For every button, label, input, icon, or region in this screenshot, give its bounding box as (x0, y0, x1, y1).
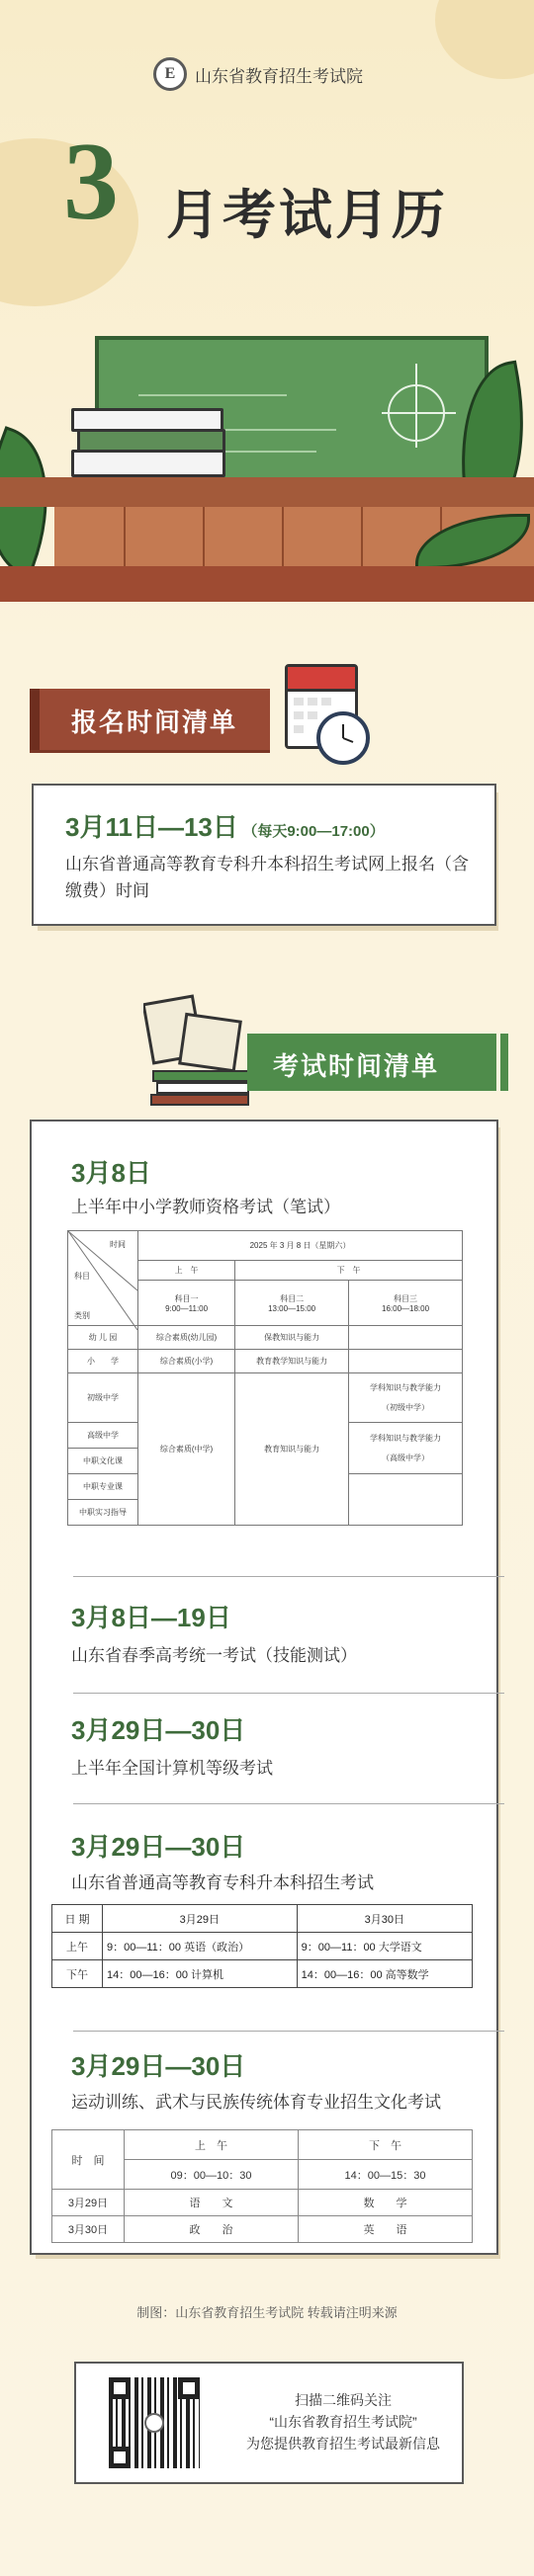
qr-caption (234, 2389, 452, 2454)
exam-schedule-card (30, 1120, 498, 2255)
corner-time: 时间 (110, 1240, 126, 1249)
exams-label-text: 考试时间清单 (273, 1051, 440, 1081)
books-stack-icon (143, 988, 252, 1107)
exam-date-cell: 2025 年 3 月 8 日（星期六） (138, 1231, 463, 1261)
exam-sports (71, 2046, 506, 2116)
qr-line3: 为您提供教育招生考试最新信息 (246, 2436, 440, 2451)
exam-name: 运动训练、武术与民族传统体育专业招生文化考试 (71, 2093, 441, 2112)
corner-category: 类别 (74, 1311, 90, 1320)
exam-upgrade (71, 1827, 506, 1896)
table-row: 中职文化课 (68, 1449, 463, 1474)
desk-top (0, 477, 534, 507)
sports-exam-table (51, 2129, 473, 2243)
subject1-header: 科目一 9:00—11:00 (138, 1281, 235, 1326)
header-day2: 3月30日 (297, 1905, 472, 1933)
subject3-header: 科目三 16:00—18:00 (349, 1281, 463, 1326)
teacher-exam-table (67, 1230, 463, 1526)
table-row: 初级中学 综合素质(中学) 教育知识与能力 学科知识与教学能力 （初级中学） (68, 1373, 463, 1423)
table-row: 小 学 综合素质(小学) 教育教学知识与能力 (68, 1350, 463, 1373)
registration-label (30, 689, 270, 750)
exam-date: 3月29日—30日 (71, 1832, 246, 1862)
afternoon-time: 14：00—15：30 (299, 2160, 473, 2190)
registration-hours: （每天9:00—17:00） (242, 823, 385, 840)
registration-date: 3月11日—13日 (65, 812, 238, 842)
morning-header: 上 午 (138, 1261, 235, 1281)
exam-name: 上半年全国计算机等级考试 (71, 1759, 273, 1778)
exam-spring (71, 1598, 506, 1669)
header (153, 57, 363, 91)
subject2-header: 科目二 13:00—15:00 (235, 1281, 349, 1326)
graph-icon (372, 354, 461, 453)
header-afternoon: 下 午 (299, 2130, 473, 2160)
exam-name: 上半年中小学教师资格考试（笔试） (71, 1198, 340, 1216)
clock-icon (316, 711, 370, 765)
table-row: 上午 9：00—11：00 英语（政治） 9：00—11：00 大学语文 (52, 1933, 473, 1960)
exam-computer (71, 1710, 506, 1782)
exam-date: 3月8日—19日 (71, 1603, 231, 1632)
header-date: 日 期 (52, 1905, 103, 1933)
month-number: 3 (63, 121, 119, 243)
table-row: 下午 14：00—16：00 计算机 14：00—16：00 高等数学 (52, 1960, 473, 1988)
header-morning: 上 午 (125, 2130, 299, 2160)
book-icon (71, 450, 225, 477)
qr-card (74, 2362, 464, 2484)
footer-credit: 制图：山东省教育招生考试院 转载请注明来源 (136, 2305, 398, 2320)
afternoon-header: 下 午 (235, 1261, 463, 1281)
header-time: 时 间 (52, 2130, 125, 2190)
header-day1: 3月29日 (103, 1905, 298, 1933)
table-row: 高级中学 学科知识与教学能力 （高级中学） (68, 1423, 463, 1449)
exam-date: 3月8日 (71, 1158, 151, 1188)
exam-name: 山东省普通高等教育专科升本科招生考试 (71, 1873, 374, 1892)
table-row: 中职实习指导 (68, 1500, 463, 1526)
table-row: 中职专业课 (68, 1474, 463, 1500)
exams-label (247, 1034, 496, 1091)
table-row: 3月29日 语 文 数 学 (52, 2190, 473, 2216)
qr-code-icon (109, 2377, 200, 2468)
registration-label-text: 报名时间清单 (71, 707, 238, 737)
org-name: 山东省教育招生考试院 (195, 66, 363, 86)
page-title: 月考试月历 (166, 186, 448, 245)
registration-card (32, 784, 496, 926)
qr-line1: 扫描二维码关注 (295, 2392, 392, 2408)
exam-name: 山东省春季高考统一考试（技能测试） (71, 1646, 357, 1665)
upgrade-exam-table (51, 1904, 473, 1988)
corner-subject: 科目 (74, 1272, 90, 1281)
registration-desc: 山东省普通高等教育专科升本科招生考试网上报名（含缴费）时间 (65, 855, 469, 900)
logo-glyph: E (164, 65, 176, 82)
morning-time: 09：00—10：30 (125, 2160, 299, 2190)
exam-teacher (71, 1153, 506, 1220)
desk-base (0, 566, 534, 602)
table-row: 3月30日 政 治 英 语 (52, 2216, 473, 2243)
table-row: 幼 儿 园 综合素质(幼儿园) 保教知识与能力 (68, 1326, 463, 1350)
exam-date: 3月29日—30日 (71, 2051, 246, 2081)
exam-date: 3月29日—30日 (71, 1715, 246, 1745)
decor-circle-top-right (435, 0, 534, 79)
qr-line2: “山东省教育招生考试院” (269, 2414, 417, 2430)
logo-icon (153, 57, 187, 91)
